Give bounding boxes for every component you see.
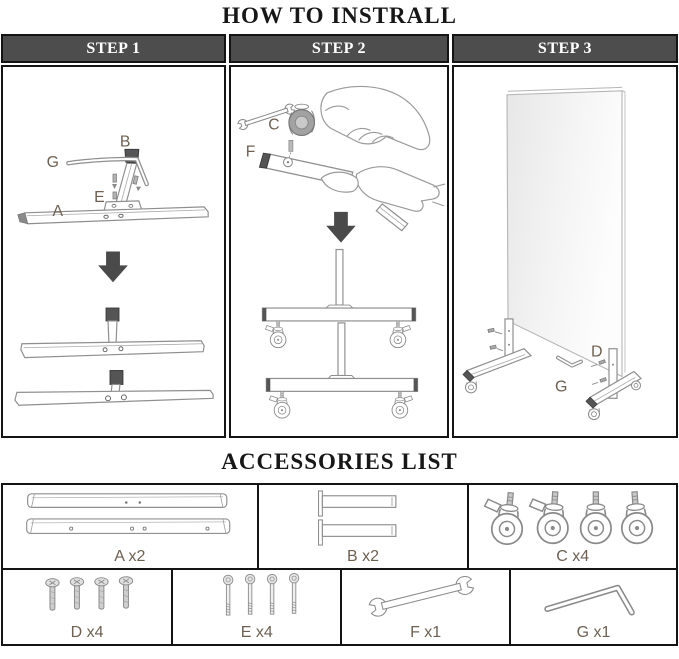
step3-diagram-box [452, 65, 678, 438]
part-label-b: B [119, 133, 131, 151]
accessory-label-g: G x1 [576, 624, 611, 641]
down-arrow-icon [326, 212, 355, 243]
accessory-label-a: A x2 [114, 548, 146, 565]
accessory-cell-a [3, 485, 259, 568]
steps-section [1, 34, 678, 438]
accessory-label-c: C x4 [556, 548, 590, 565]
step3-panel [452, 34, 678, 438]
accessory-cell-f [342, 570, 511, 644]
part-label-d: D [591, 343, 603, 361]
step2-panel [229, 34, 449, 438]
part-label-c: C [268, 116, 280, 134]
step2-header: STEP 2 [229, 34, 449, 63]
step1-diagram-box [1, 65, 226, 438]
page-title: HOW TO INSTRALL [222, 3, 457, 28]
accessory-label-f: F x1 [410, 624, 442, 641]
down-arrow-icon [98, 252, 128, 283]
allen-key-icon [528, 572, 660, 623]
step1-header: STEP 1 [1, 34, 226, 63]
step2-diagram [231, 67, 447, 436]
screw-icon [23, 572, 151, 623]
bolt-icon [200, 572, 314, 623]
accessory-cell-d [3, 570, 173, 644]
accessories-title: ACCESSORIES LIST [221, 449, 458, 474]
hand-holding-caster [321, 86, 430, 149]
wrench-icon [355, 572, 496, 623]
caster-wheel-icon [476, 489, 669, 547]
step2-diagram-box [229, 65, 449, 438]
step1-diagram [3, 67, 224, 436]
accessory-label-b: B x2 [347, 548, 380, 565]
part-label-g: G [555, 378, 568, 396]
part-label-a: A [52, 202, 64, 220]
support-bracket-icon [305, 489, 421, 547]
part-label-f: F [245, 143, 256, 161]
accessory-label-e: E x4 [240, 624, 273, 641]
accessory-label-d: D x4 [70, 624, 104, 641]
accessory-cell-g [511, 570, 676, 644]
step1-panel [1, 34, 226, 438]
accessory-cell-c [469, 485, 676, 568]
part-label-e: E [94, 188, 105, 206]
mirror-panel [507, 87, 625, 376]
step3-diagram [454, 67, 676, 436]
accessory-cell-e [173, 570, 342, 644]
wrench-icon [237, 103, 295, 134]
base-bar-icon [18, 489, 242, 547]
accessory-cell-b [259, 485, 470, 568]
accessories-table [1, 483, 678, 646]
part-label-g: G [46, 154, 59, 172]
step3-header: STEP 3 [452, 34, 678, 63]
